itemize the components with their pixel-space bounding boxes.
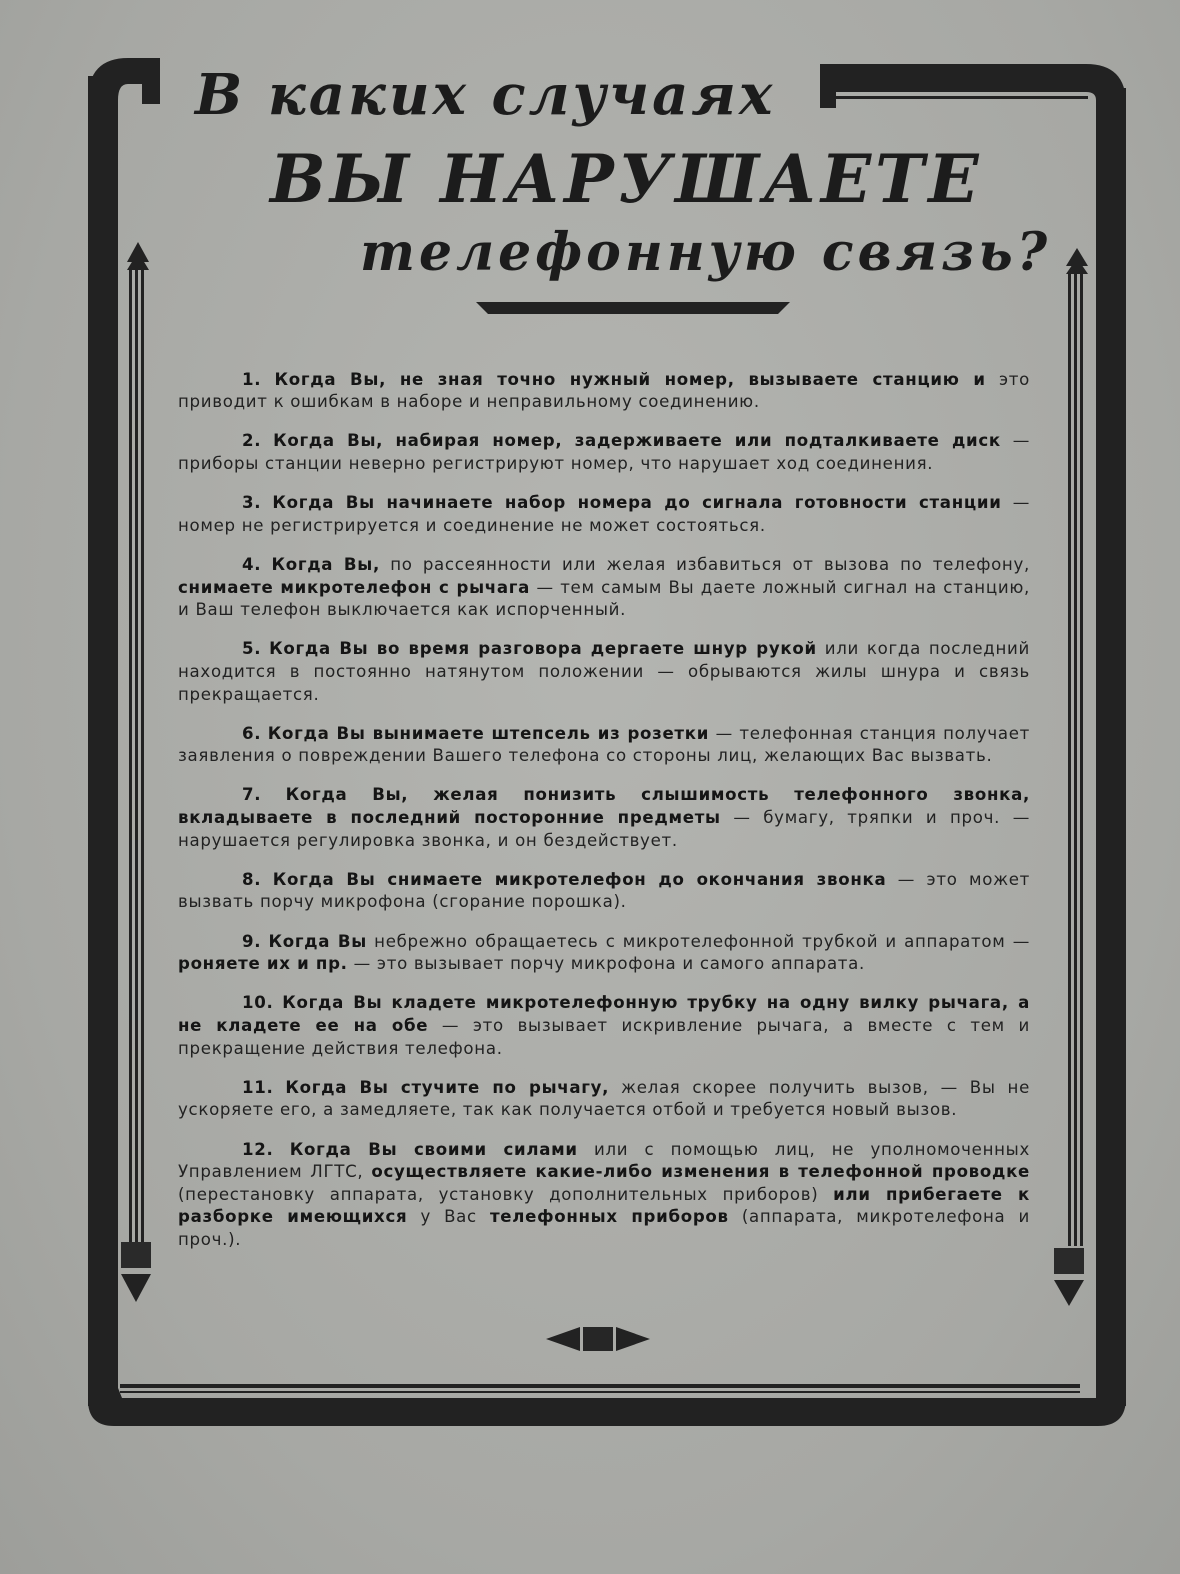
item-text: — бумагу, тряпки и проч. — нарушается регулировка звонка, и он бездействует. bbox=[178, 808, 1031, 850]
item-text: — это вызывает порчу микрофона и самого аппарата. bbox=[353, 954, 866, 974]
item-text: — номер не регистрируется и соединение не может состояться. bbox=[178, 493, 1030, 535]
item-text: это приводит к ошибкам в наборе и неправильному соединению. bbox=[178, 369, 1030, 412]
list-item bbox=[178, 638, 1030, 706]
bottom-center-ornament bbox=[546, 1327, 650, 1351]
item-text: — тем самым Вы даете ложный сигнал на станцию, и Ваш телефон выключается как испорченный. bbox=[178, 577, 1030, 620]
item-text-bold: Когда Вы bbox=[268, 931, 367, 951]
item-text: — телефонная станция получает заявления о повреждении Вашего телефона со стороны лиц, желающих Вас вызвать. bbox=[178, 723, 1030, 766]
item-text-bold: Когда Вы, bbox=[271, 554, 380, 574]
item-number: 7. bbox=[242, 785, 262, 805]
title-underline bbox=[476, 302, 790, 314]
item-number: 10. bbox=[242, 993, 274, 1013]
item-number: 9. bbox=[242, 931, 262, 951]
item-text: (аппарата, микротелефона и проч.). bbox=[178, 1207, 1030, 1249]
list-item bbox=[178, 369, 1030, 414]
list-item bbox=[178, 931, 1030, 976]
item-text-bold: телефонных приборов bbox=[489, 1207, 729, 1227]
item-number: 11. bbox=[242, 1077, 274, 1097]
list-item bbox=[178, 430, 1030, 475]
item-number: 5. bbox=[242, 639, 262, 659]
item-text-bold: Когда Вы во время разговора дергаете шнур рукой bbox=[269, 639, 817, 659]
left-pencil-ornament bbox=[121, 242, 151, 1302]
list-item bbox=[178, 992, 1030, 1060]
frame-top-right-corner bbox=[820, 64, 1126, 120]
item-text: желая скорее получить вызов, — Вы не ускоряете его, а замедляете, так как получается отбой и требуется новый вызов. bbox=[178, 1077, 1031, 1120]
item-text-bold: Когда Вы, набирая номер, задерживаете или подталкиваете диск bbox=[273, 431, 1001, 451]
item-text: — это может вызвать порчу микрофона (сгорание порошка). bbox=[178, 869, 1030, 912]
item-text-bold: Когда Вы начинаете набор номера до сигнала готовности станции bbox=[272, 493, 1002, 513]
item-number: 4. bbox=[242, 554, 262, 574]
list-item bbox=[178, 869, 1030, 914]
item-text-bold: Когда Вы вынимаете штепсель из розетки bbox=[267, 723, 710, 743]
title-line-1: В каких случаях bbox=[195, 62, 776, 128]
item-text-bold: Когда Вы, желая понизить слышимость телефонного звонка, вкладываете в последний посторонние предметы bbox=[178, 785, 1030, 828]
list-item bbox=[178, 1077, 1030, 1122]
item-text-bold: Когда Вы стучите по рычагу, bbox=[285, 1077, 610, 1097]
right-pencil-ornament bbox=[1054, 248, 1088, 1306]
item-number: 8. bbox=[242, 869, 262, 889]
item-text: по рассеянности или желая избавиться от вызова по телефону, bbox=[390, 554, 1030, 574]
frame-top-left-hook bbox=[88, 58, 160, 104]
item-number: 1. bbox=[242, 369, 262, 389]
item-text-bold: Когда Вы, не зная точно нужный номер, вызываете станцию и bbox=[274, 369, 986, 389]
item-text: небрежно обращаетесь с микротелефонной трубкой и аппаратом — bbox=[374, 931, 1030, 951]
list-item bbox=[178, 492, 1030, 537]
item-text: или с помощью лиц, не уполномоченных Управлением ЛГТС, bbox=[178, 1139, 1030, 1182]
item-text: — это вызывает искривление рычага, а вместе с тем и прекращение действия телефона. bbox=[178, 1016, 1030, 1058]
item-number: 6. bbox=[242, 723, 262, 743]
item-text-bold: Когда Вы своими силами bbox=[289, 1139, 578, 1159]
item-text-bold: Когда Вы снимаете микротелефон до окончания звонка bbox=[272, 869, 887, 889]
title-line-2: ВЫ НАРУШАЕТЕ bbox=[270, 140, 983, 218]
frame-left-bar bbox=[88, 76, 118, 1406]
item-text-bold: роняете их и пр. bbox=[178, 954, 348, 974]
list-item bbox=[178, 723, 1030, 768]
item-number: 2. bbox=[242, 431, 262, 451]
item-text: (перестановку аппарата, установку дополнительных приборов) bbox=[178, 1184, 819, 1204]
title-line-3: телефонную связь? bbox=[360, 222, 1052, 283]
violations-list bbox=[178, 352, 1030, 1265]
item-text-bold: осуществляете какие-либо изменения в телефонной проводке bbox=[371, 1162, 1030, 1182]
item-number: 3. bbox=[242, 493, 262, 513]
item-text-bold: снимаете микротелефон с рычага bbox=[178, 577, 531, 597]
item-text-bold: или прибегаете к разборке имеющихся bbox=[178, 1184, 1030, 1227]
list-item bbox=[178, 784, 1030, 852]
item-text-bold: Когда Вы кладете микротелефонную трубку на одну вилку рычага, а не кладете ее на обе bbox=[178, 993, 1030, 1035]
list-item bbox=[178, 554, 1030, 622]
item-text: — приборы станции неверно регистрируют номер, что нарушает ход соединения. bbox=[178, 431, 1031, 473]
frame-right-bar bbox=[1096, 88, 1126, 1406]
list-item bbox=[178, 1139, 1030, 1252]
item-text: или когда последний находится в постоянно натянутом положении — обрываются жилы шнура и связь прекращается. bbox=[178, 639, 1030, 704]
item-text: у Вас bbox=[420, 1207, 477, 1227]
item-number: 12. bbox=[242, 1139, 274, 1159]
